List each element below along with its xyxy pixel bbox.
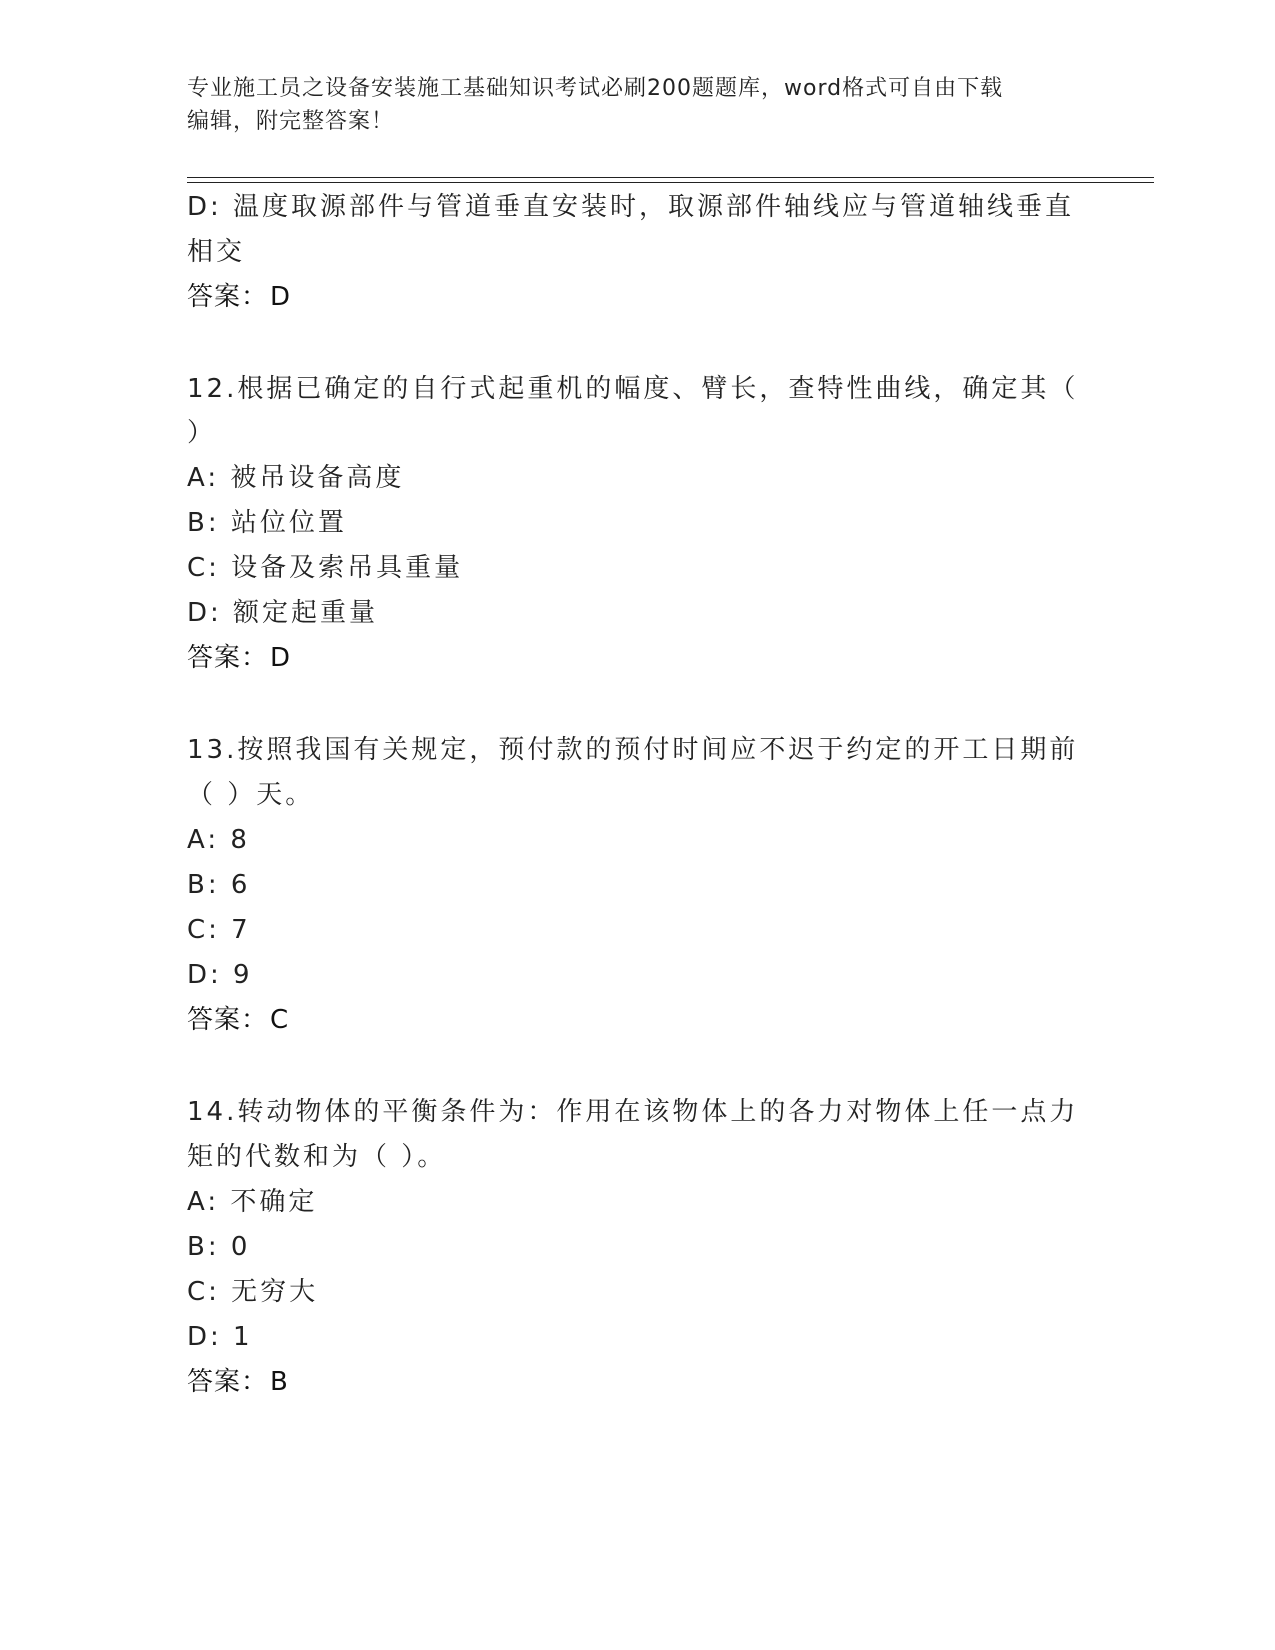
- q13-stem-line-1: 13.按照我国有关规定，预付款的预付时间应不迟于约定的开工日期前: [187, 735, 1079, 765]
- q13-option-b: B: 6: [187, 870, 251, 900]
- prev-question-option-d-line-2: 相交: [187, 237, 246, 267]
- q12-option-c: C: 设备及索吊具重量: [187, 553, 464, 583]
- q13-answer: [187, 1003, 288, 1037]
- answer-value: C: [270, 1005, 289, 1035]
- answer-label: 答案：: [187, 1005, 269, 1035]
- header-title-line-1: 专业施工员之设备安装施工基础知识考试必刷200题题库，word格式可自由下载: [187, 76, 1004, 101]
- q14-option-b: B: 0: [187, 1232, 251, 1262]
- document-header: [187, 72, 1067, 138]
- q14-option-a: A: 不确定: [187, 1187, 318, 1217]
- prev-question-option-d-line-1: D: 温度取源部件与管道垂直安装时，取源部件轴线应与管道轴线垂直: [187, 192, 1075, 222]
- q14-answer: [187, 1365, 288, 1399]
- answer-value: D: [270, 282, 291, 312]
- answer-label: 答案：: [187, 643, 269, 673]
- answer-label: 答案：: [187, 282, 269, 312]
- answer-value: D: [270, 643, 291, 673]
- header-divider-bottom: [187, 182, 1154, 183]
- q12-answer: [187, 641, 290, 675]
- header-divider-top: [187, 177, 1154, 178]
- q14-stem-line-1: 14.转动物体的平衡条件为：作用在该物体上的各力对物体上任一点力: [187, 1097, 1079, 1127]
- q12-option-b: B: 站位位置: [187, 508, 347, 538]
- q14-stem-line-2: 矩的代数和为（ ）。: [187, 1142, 447, 1172]
- q13-option-a: A: 8: [187, 825, 250, 855]
- q13-option-d: D: 9: [187, 960, 253, 990]
- prev-question-answer: [187, 280, 290, 314]
- q12-option-a: A: 被吊设备高度: [187, 463, 405, 493]
- q13-option-c: C: 7: [187, 915, 251, 945]
- q12-option-d: D: 额定起重量: [187, 598, 379, 628]
- q13-stem-line-2: （ ）天。: [187, 780, 315, 810]
- q14-option-c: C: 无穷大: [187, 1277, 319, 1307]
- answer-value: B: [270, 1367, 288, 1397]
- q12-stem-line-1: 12.根据已确定的自行式起重机的幅度、臂长，查特性曲线，确定其（: [187, 374, 1079, 404]
- q12-stem-line-2: ）: [187, 418, 217, 448]
- q14-option-d: D: 1: [187, 1322, 253, 1352]
- header-title-line-2: 编辑，附完整答案！: [187, 109, 395, 134]
- answer-label: 答案：: [187, 1367, 269, 1397]
